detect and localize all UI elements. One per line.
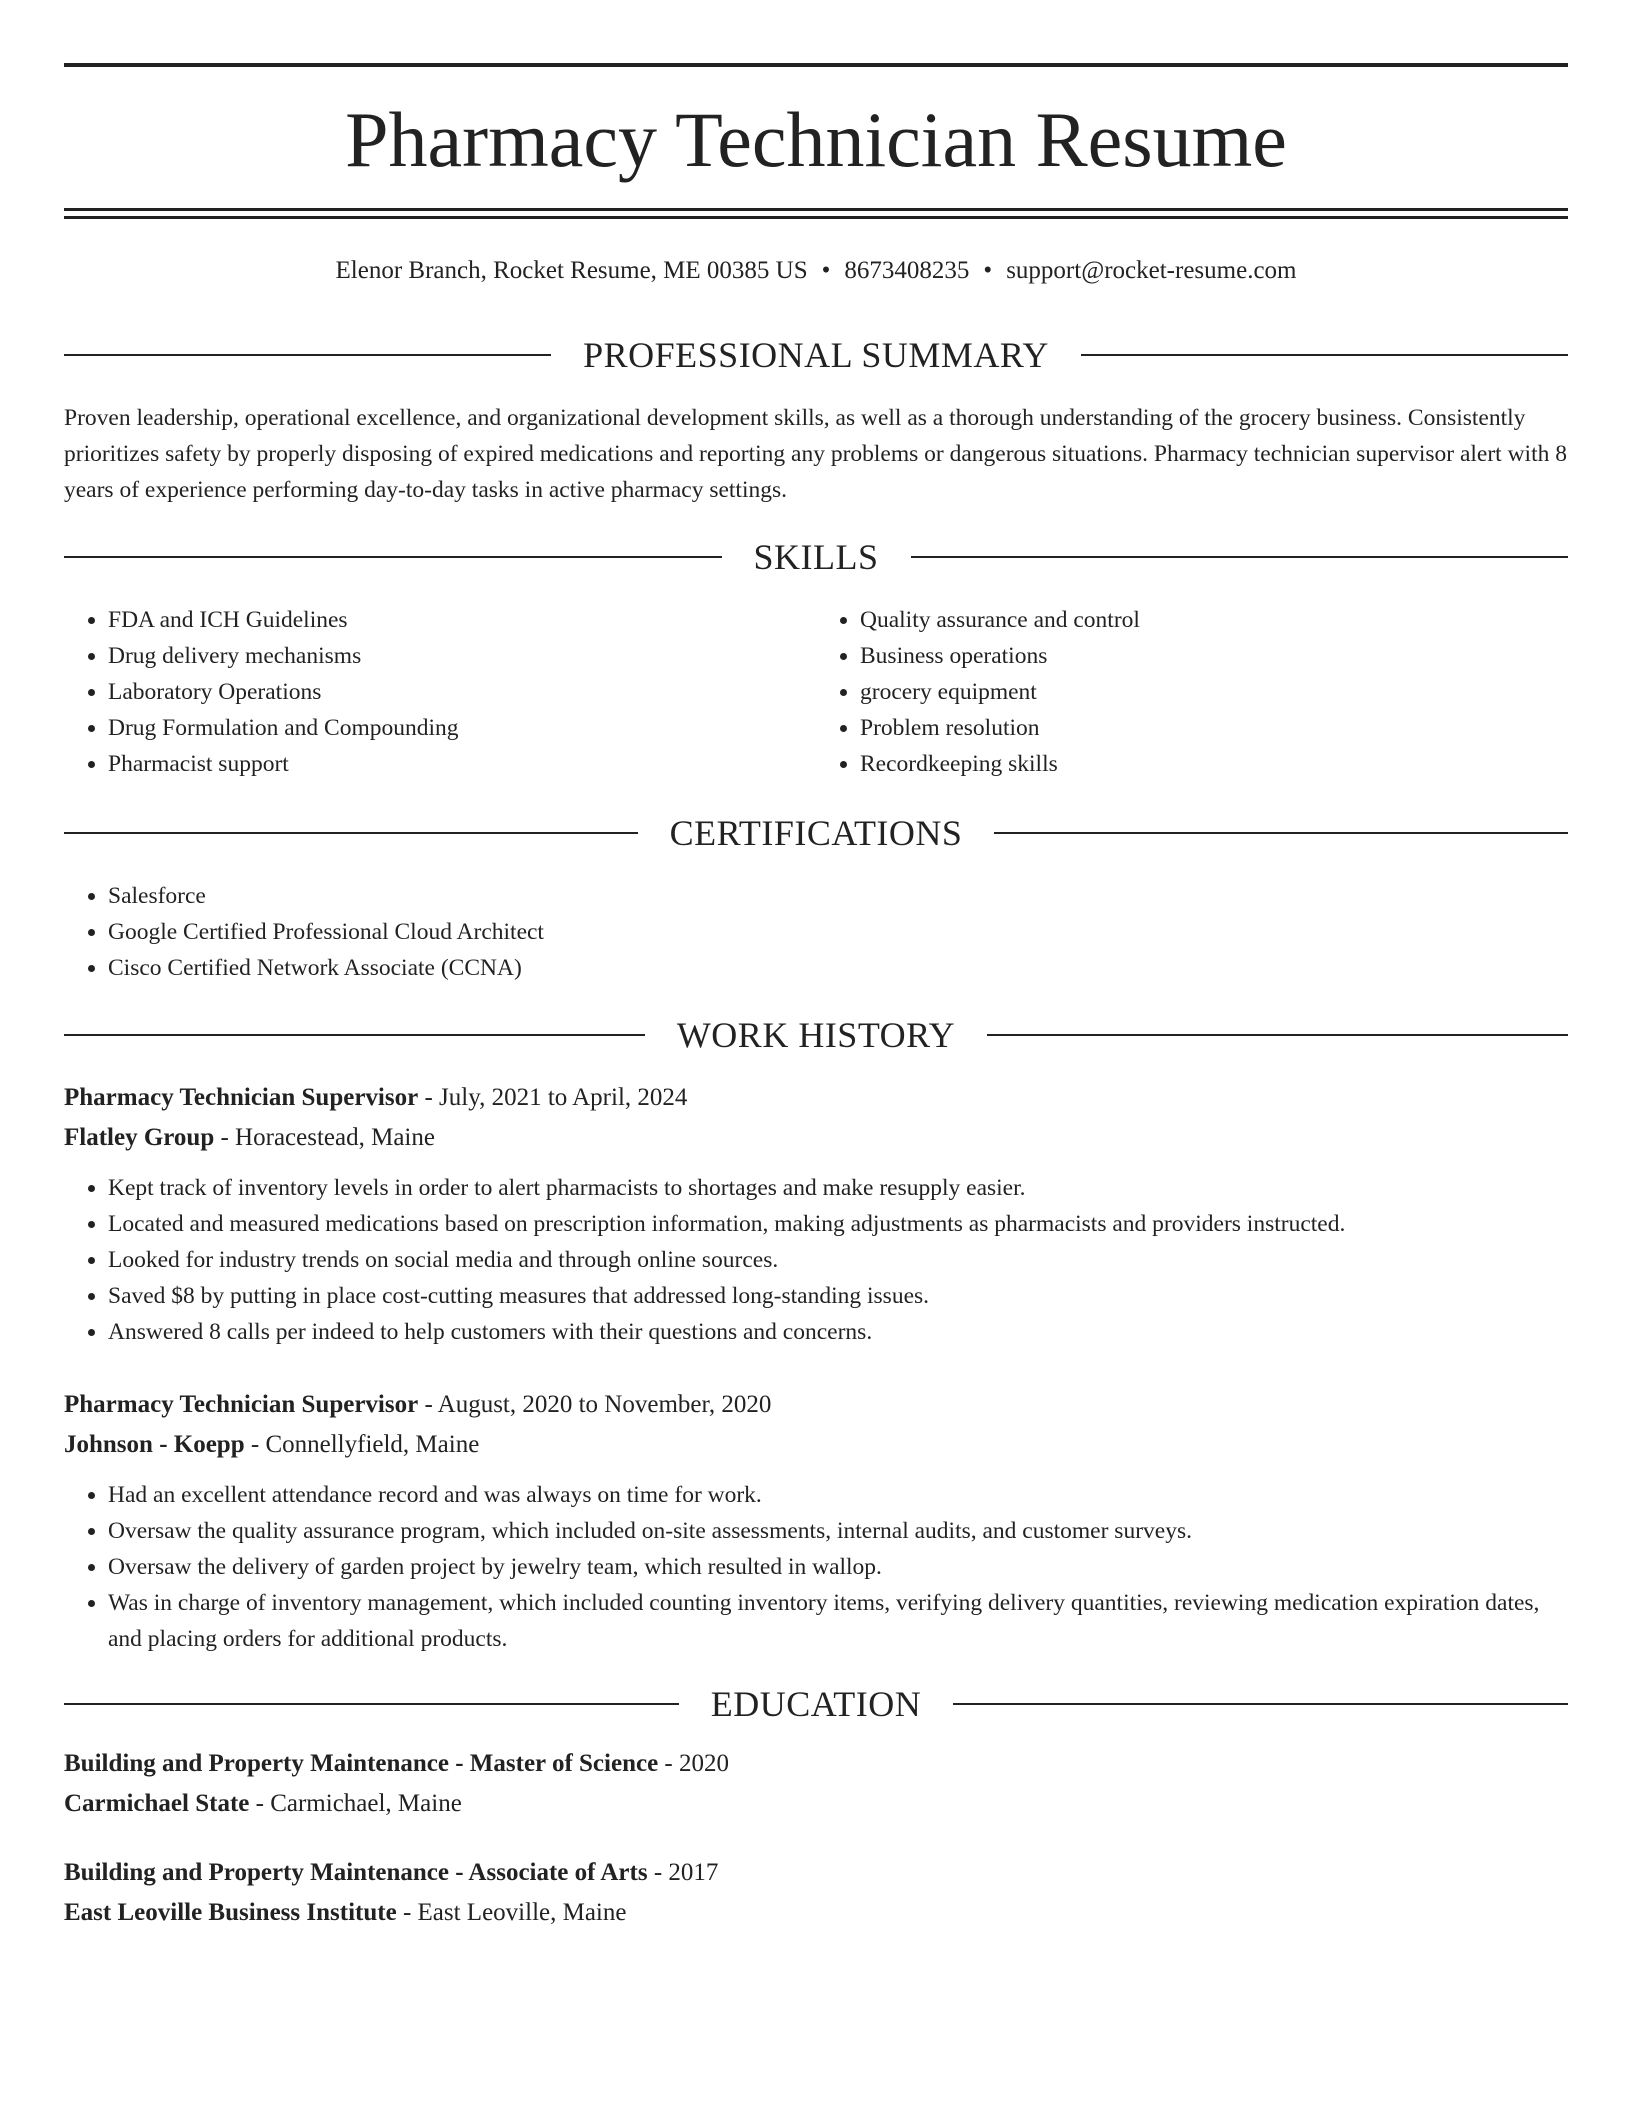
list-item: • Business operations (860, 638, 1568, 674)
divider (64, 1034, 645, 1036)
degree-line (64, 1853, 1568, 1893)
job-title-line (64, 1078, 1568, 1118)
divider (953, 1703, 1568, 1705)
job-bullets (64, 1477, 1568, 1657)
list-item: • Laboratory Operations (108, 674, 816, 710)
job-company: Flatley Group (64, 1124, 215, 1151)
contact-separator: • (983, 257, 993, 284)
section-title: CERTIFICATIONS (669, 813, 963, 853)
section-title: EDUCATION (710, 1684, 922, 1724)
degree-year: - 2017 (647, 1859, 719, 1886)
skills-list (64, 602, 1568, 782)
degree: Building and Property Maintenance - Associate of Arts (64, 1859, 648, 1886)
list-item: • Had an excellent attendance record and was always on time for work. (108, 1477, 1568, 1513)
section-heading-skills (64, 535, 1568, 579)
degree: Building and Property Maintenance - Master of Science (64, 1750, 659, 1777)
contact-phone: 8673408235 (844, 257, 970, 284)
contact-separator: • (821, 257, 831, 284)
list-item: • Recordkeeping skills (860, 746, 1568, 782)
divider (1081, 354, 1568, 356)
top-rule (64, 63, 1568, 67)
list-item: • Salesforce (108, 878, 1568, 914)
skills-column-left (64, 602, 816, 782)
section-heading-certifications (64, 811, 1568, 855)
school-location: - East Leoville, Maine (396, 1899, 627, 1926)
education-entry (64, 1853, 1568, 1933)
job-company-line (64, 1118, 1568, 1158)
list-item: • Drug Formulation and Compounding (108, 710, 816, 746)
school: East Leoville Business Institute (64, 1899, 397, 1926)
summary-text: Proven leadership, operational excellence, and organizational development skills, as well as a thorough understanding of the grocery business. Consistently prioritizes safety by properly disposing of expired medications and reporting any problems or dangerous situations. Pharmacy technician supervisor alert with 8 years of experience performing day-to-day tasks in active pharmacy settings. (64, 405, 1567, 503)
education-entry (64, 1744, 1568, 1824)
list-item: • Oversaw the delivery of garden project by jewelry team, which resulted in wallop. (108, 1549, 1568, 1585)
list-item: • Cisco Certified Network Associate (CCNA) (108, 950, 1568, 986)
title-rule (64, 208, 1568, 211)
list-item: • Saved $8 by putting in place cost-cutting measures that addressed long-standing issues. (108, 1278, 1568, 1314)
section-title: SKILLS (753, 537, 879, 577)
title-rule (64, 216, 1568, 219)
school-location: - Carmichael, Maine (249, 1790, 462, 1817)
list-item: • Pharmacist support (108, 746, 816, 782)
section-title: WORK HISTORY (676, 1015, 956, 1055)
divider (987, 1034, 1568, 1036)
job-company-line (64, 1425, 1568, 1465)
divider (64, 556, 722, 558)
list-item: • grocery equipment (860, 674, 1568, 710)
list-item: • FDA and ICH Guidelines (108, 602, 816, 638)
degree-year: - 2020 (658, 1750, 729, 1777)
job-entry (64, 1078, 1568, 1350)
job-dates: - August, 2020 to November, 2020 (418, 1391, 772, 1418)
divider (911, 556, 1569, 558)
divider (994, 832, 1568, 834)
certifications-list (64, 878, 1568, 986)
school: Carmichael State (64, 1790, 250, 1817)
job-bullets (64, 1170, 1568, 1350)
job-location: - Horacestead, Maine (214, 1124, 435, 1151)
list-item: • Oversaw the quality assurance program, which included on-site assessments, internal audits, and customer surveys. (108, 1513, 1568, 1549)
list-item: • Located and measured medications based on prescription information, making adjustments as pharmacists and providers instructed. (108, 1206, 1568, 1242)
job-entry (64, 1385, 1568, 1657)
divider (64, 1703, 679, 1705)
list-item: • Was in charge of inventory management, which included counting inventory items, verifying delivery quantities, reviewing medication expiration dates, and placing orders for additional products. (108, 1585, 1568, 1657)
section-title: PROFESSIONAL SUMMARY (583, 335, 1049, 375)
section-heading-education (64, 1682, 1568, 1726)
section-heading-summary (64, 333, 1568, 377)
school-line (64, 1784, 1568, 1824)
divider (64, 832, 638, 834)
list-item: • Answered 8 calls per indeed to help customers with their questions and concerns. (108, 1314, 1568, 1350)
contact-line (64, 254, 1568, 288)
job-company: Johnson - Koepp (64, 1431, 245, 1458)
section-heading-work (64, 1013, 1568, 1057)
job-title: Pharmacy Technician Supervisor (64, 1084, 419, 1111)
degree-line (64, 1744, 1568, 1784)
list-item: • Problem resolution (860, 710, 1568, 746)
school-line (64, 1893, 1568, 1933)
list-item: • Kept track of inventory levels in order to alert pharmacists to shortages and make resupply easier. (108, 1170, 1568, 1206)
page-title: Pharmacy Technician Resume (345, 96, 1287, 183)
divider (64, 354, 551, 356)
job-location: - Connellyfield, Maine (244, 1431, 480, 1458)
list-item: • Quality assurance and control (860, 602, 1568, 638)
contact-address: Elenor Branch, Rocket Resume, ME 00385 US (335, 257, 808, 284)
contact-email: support@rocket-resume.com (1006, 257, 1297, 284)
job-dates: - July, 2021 to April, 2024 (418, 1084, 688, 1111)
job-title-line (64, 1385, 1568, 1425)
list-item: • Looked for industry trends on social media and through online sources. (108, 1242, 1568, 1278)
list-item: • Drug delivery mechanisms (108, 638, 816, 674)
list-item: • Google Certified Professional Cloud Architect (108, 914, 1568, 950)
skills-column-right (816, 602, 1568, 782)
job-title: Pharmacy Technician Supervisor (64, 1391, 419, 1418)
